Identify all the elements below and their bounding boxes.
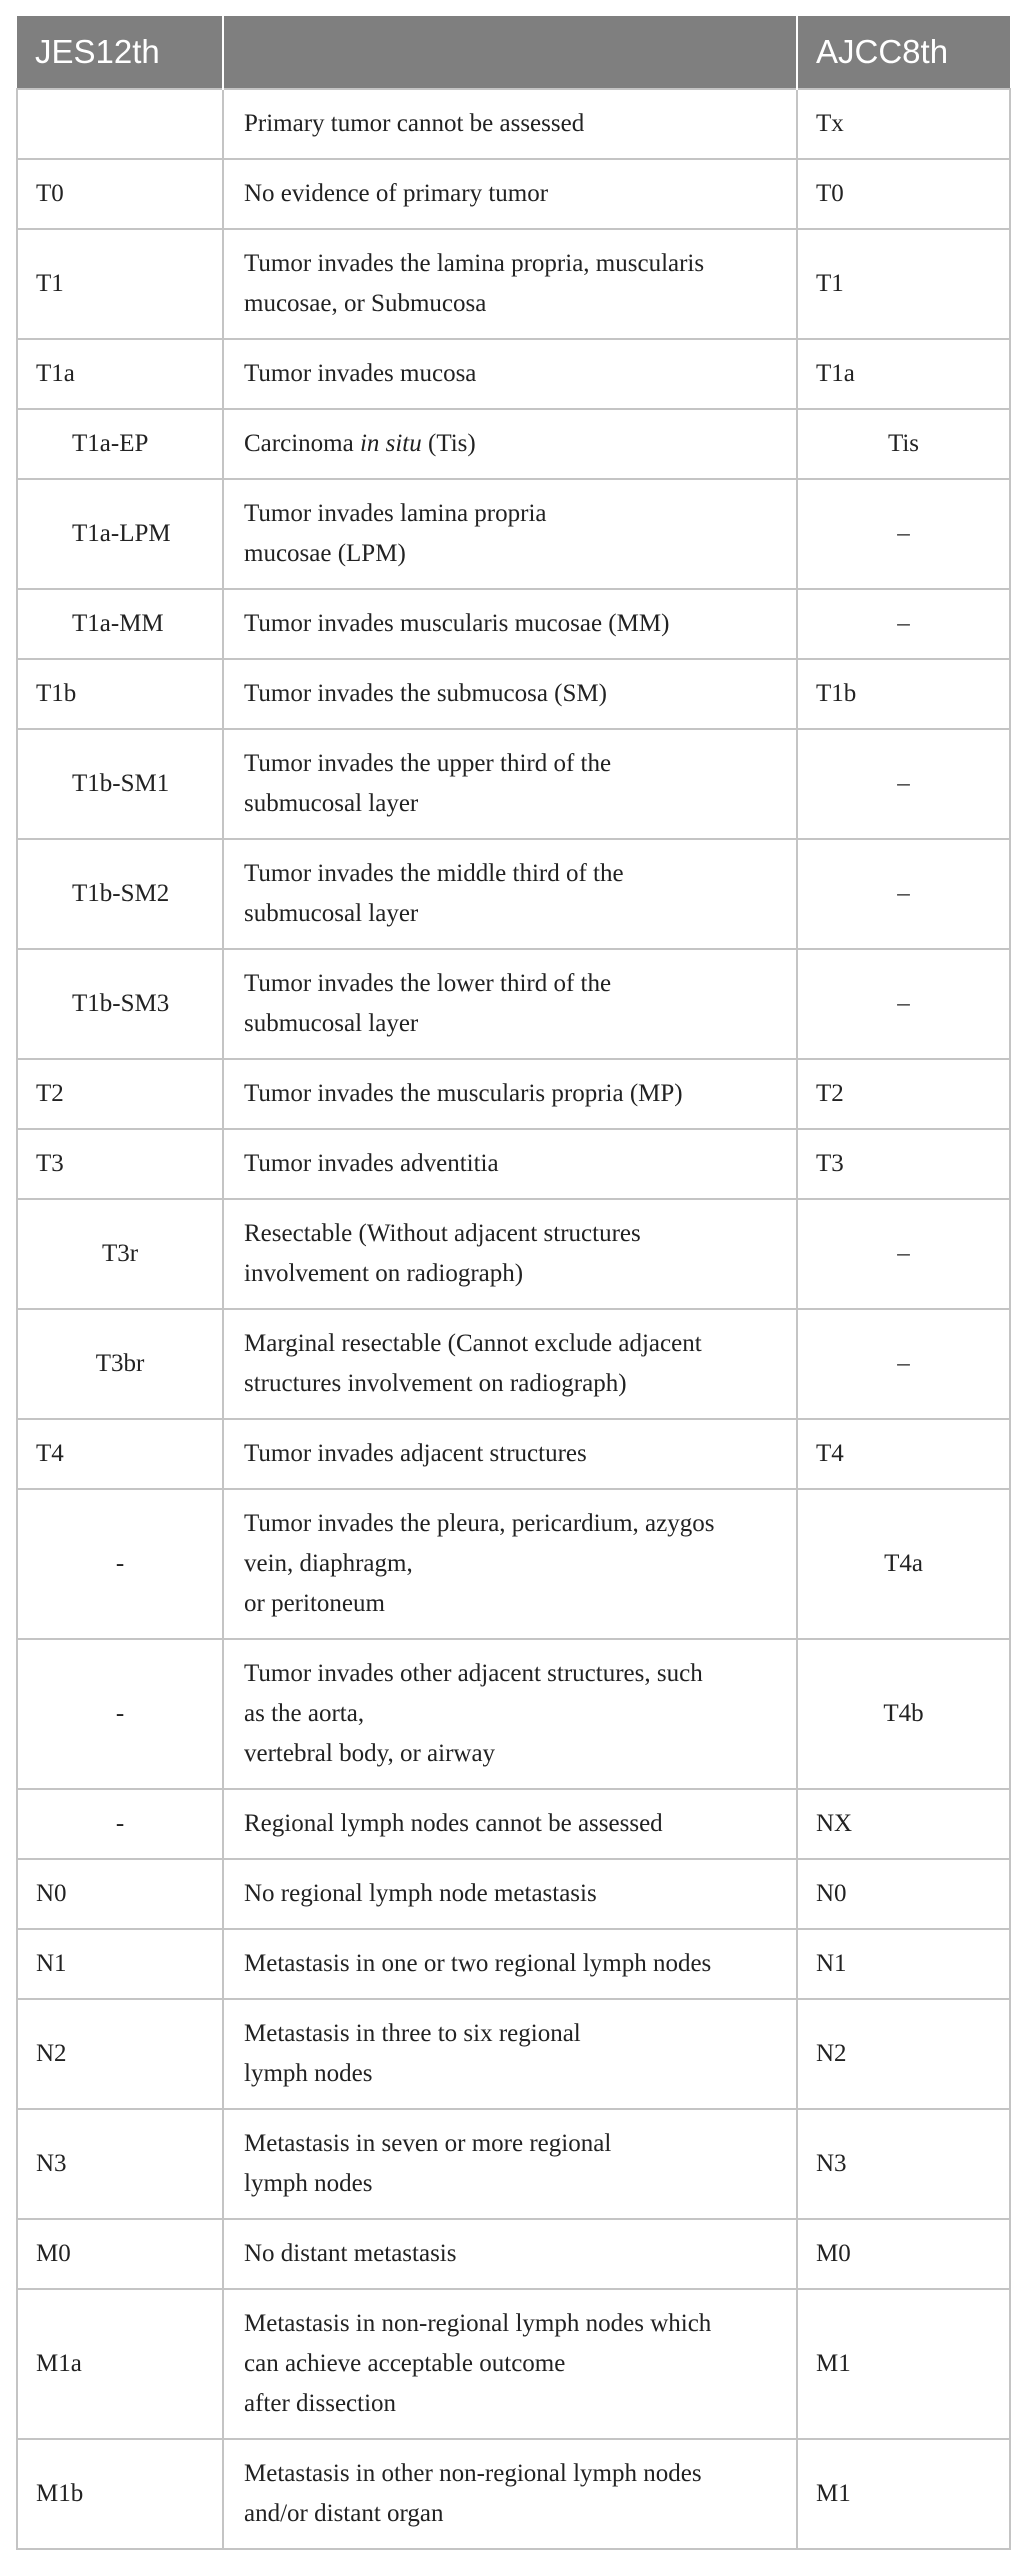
description-cell: Tumor invades the upper third of the submucosal layer (223, 729, 797, 839)
ajcc-cell: T2 (797, 1059, 1010, 1129)
ajcc-cell: N0 (797, 1859, 1010, 1929)
staging-table (16, 16, 1011, 2550)
table-row (17, 1419, 1010, 1489)
jes-cell: N2 (17, 1999, 223, 2109)
jes-cell: T1b (17, 659, 223, 729)
table-row (17, 1489, 1010, 1639)
jes-cell: N1 (17, 1929, 223, 1999)
ajcc-cell: T4 (797, 1419, 1010, 1489)
jes-cell: - (17, 1789, 223, 1859)
description-cell: Tumor invades the lamina propria, muscularis mucosae, or Submucosa (223, 229, 797, 339)
description-cell: Tumor invades adjacent structures (223, 1419, 797, 1489)
description-cell: Tumor invades the muscularis propria (MP) (223, 1059, 797, 1129)
jes-cell (17, 89, 223, 159)
header-jes12th: JES12th (17, 16, 223, 89)
ajcc-cell: – (797, 839, 1010, 949)
description-cell: Tumor invades the pleura, pericardium, azygos vein, diaphragm, or peritoneum (223, 1489, 797, 1639)
table-row (17, 1999, 1010, 2109)
ajcc-cell: N2 (797, 1999, 1010, 2109)
jes-cell: T1a-MM (17, 589, 223, 659)
description-text: (Tis) (421, 430, 476, 457)
description-cell: No distant metastasis (223, 2219, 797, 2289)
table-row (17, 1929, 1010, 1999)
jes-cell: N0 (17, 1859, 223, 1929)
ajcc-cell: T3 (797, 1129, 1010, 1199)
ajcc-cell: – (797, 1199, 1010, 1309)
description-cell: Metastasis in one or two regional lymph nodes (223, 1929, 797, 1999)
table-row (17, 659, 1010, 729)
table-row (17, 229, 1010, 339)
description-cell: Tumor invades the lower third of the submucosal layer (223, 949, 797, 1059)
table-row (17, 729, 1010, 839)
ajcc-cell: T4b (797, 1639, 1010, 1789)
description-cell: Regional lymph nodes cannot be assessed (223, 1789, 797, 1859)
jes-cell: T3 (17, 1129, 223, 1199)
description-cell: Marginal resectable (Cannot exclude adjacent structures involvement on radiograph) (223, 1309, 797, 1419)
description-cell: Tumor invades the middle third of the submucosal layer (223, 839, 797, 949)
ajcc-cell: T1b (797, 659, 1010, 729)
table-header (17, 16, 1010, 89)
description-cell: Metastasis in other non-regional lymph nodes and/or distant organ (223, 2439, 797, 2549)
header-ajcc8th: AJCC8th (797, 16, 1010, 89)
description-cell: Tumor invades adventitia (223, 1129, 797, 1199)
ajcc-cell: T1 (797, 229, 1010, 339)
table-row (17, 1059, 1010, 1129)
ajcc-cell: N3 (797, 2109, 1010, 2219)
table-row (17, 949, 1010, 1059)
ajcc-cell: T0 (797, 159, 1010, 229)
table-row (17, 479, 1010, 589)
ajcc-cell: M1 (797, 2289, 1010, 2439)
ajcc-cell: NX (797, 1789, 1010, 1859)
ajcc-cell: – (797, 949, 1010, 1059)
ajcc-cell: – (797, 1309, 1010, 1419)
ajcc-cell: M1 (797, 2439, 1010, 2549)
table-body (17, 89, 1010, 2549)
description-cell: Tumor invades other adjacent structures, such as the aorta, vertebral body, or airway (223, 1639, 797, 1789)
ajcc-cell: M0 (797, 2219, 1010, 2289)
table-row (17, 409, 1010, 479)
table-row (17, 589, 1010, 659)
description-cell: Tumor invades the submucosa (SM) (223, 659, 797, 729)
jes-cell: T1a-LPM (17, 479, 223, 589)
table-row (17, 89, 1010, 159)
description-cell: Metastasis in three to six regional lymph nodes (223, 1999, 797, 2109)
ajcc-cell: – (797, 479, 1010, 589)
jes-cell: T1b-SM2 (17, 839, 223, 949)
description-cell: Resectable (Without adjacent structures involvement on radiograph) (223, 1199, 797, 1309)
table-row (17, 1639, 1010, 1789)
jes-cell: - (17, 1639, 223, 1789)
jes-cell: T1 (17, 229, 223, 339)
description-cell: Primary tumor cannot be assessed (223, 89, 797, 159)
description-cell: Tumor invades mucosa (223, 339, 797, 409)
table-row (17, 159, 1010, 229)
jes-cell: - (17, 1489, 223, 1639)
ajcc-cell: T1a (797, 339, 1010, 409)
jes-cell: T3br (17, 1309, 223, 1419)
jes-cell: T3r (17, 1199, 223, 1309)
description-text: Carcinoma (244, 430, 360, 457)
ajcc-cell: N1 (797, 1929, 1010, 1999)
table-row (17, 1129, 1010, 1199)
jes-cell: M1b (17, 2439, 223, 2549)
description-cell: Tumor invades lamina propria mucosae (LPM) (223, 479, 797, 589)
jes-cell: T2 (17, 1059, 223, 1129)
table-row (17, 2439, 1010, 2549)
description-cell: Tumor invades muscularis mucosae (MM) (223, 589, 797, 659)
header-row (17, 16, 1010, 89)
jes-cell: T1a (17, 339, 223, 409)
ajcc-cell: – (797, 589, 1010, 659)
jes-cell: M0 (17, 2219, 223, 2289)
header-description (223, 16, 797, 89)
table-row (17, 1199, 1010, 1309)
jes-cell: T1a-EP (17, 409, 223, 479)
table-row (17, 1859, 1010, 1929)
description-cell: No evidence of primary tumor (223, 159, 797, 229)
jes-cell: T4 (17, 1419, 223, 1489)
ajcc-cell: T4a (797, 1489, 1010, 1639)
jes-cell: T1b-SM1 (17, 729, 223, 839)
ajcc-cell: – (797, 729, 1010, 839)
table-row (17, 1309, 1010, 1419)
description-cell: No regional lymph node metastasis (223, 1859, 797, 1929)
description-cell (223, 409, 797, 479)
description-cell: Metastasis in non-regional lymph nodes which can achieve acceptable outcome after dissection (223, 2289, 797, 2439)
ajcc-cell: Tx (797, 89, 1010, 159)
jes-cell: T0 (17, 159, 223, 229)
table-row (17, 2219, 1010, 2289)
table-row (17, 339, 1010, 409)
table-row (17, 2109, 1010, 2219)
table-row (17, 1789, 1010, 1859)
jes-cell: M1a (17, 2289, 223, 2439)
table-row (17, 839, 1010, 949)
description-cell: Metastasis in seven or more regional lymph nodes (223, 2109, 797, 2219)
jes-cell: N3 (17, 2109, 223, 2219)
ajcc-cell: Tis (797, 409, 1010, 479)
description-italic: in situ (359, 430, 422, 457)
table-row (17, 2289, 1010, 2439)
jes-cell: T1b-SM3 (17, 949, 223, 1059)
